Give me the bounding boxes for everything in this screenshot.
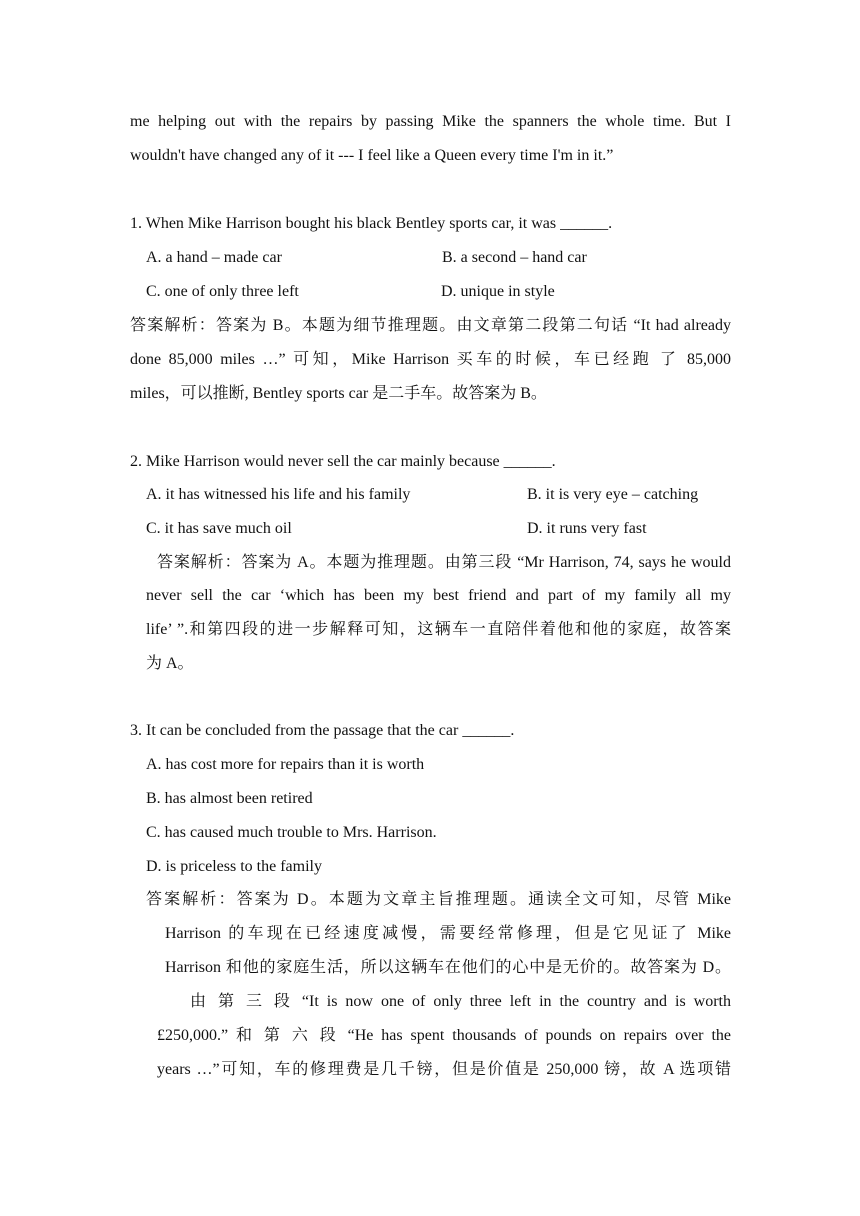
- passage-line: me helping out with the repairs by passing Mike the spanners the whole time. But I: [130, 113, 731, 130]
- passage-line: wouldn't have changed any of it --- I feel like a Queen every time I'm in it.”: [130, 147, 614, 164]
- option-d: D. unique in style: [441, 283, 555, 300]
- analysis-line: 答案解析：答案为 D。本题为文章主旨推理题。通读全文可知，尽管 Mike: [146, 891, 731, 908]
- answer-blank: ______: [462, 722, 511, 739]
- analysis-line: 答案解析：答案为 B。本题为细节推理题。由文章第二段第二句话 “It had already: [130, 317, 731, 334]
- answer-blank: ______: [560, 215, 609, 232]
- option-d: D. it runs very fast: [527, 520, 647, 537]
- option-c: C. one of only three left: [146, 283, 299, 300]
- question-text: 2. Mike Harrison would never sell the car mainly because: [130, 453, 504, 470]
- question-end: .: [608, 215, 613, 232]
- analysis-line: life’ ”.和第四段的进一步解释可知，这辆车一直陪伴着他和他的家庭，故答案: [146, 621, 731, 638]
- analysis-line: £250,000.” 和 第 六 段 “He has spent thousands of pounds on repairs over the: [157, 1027, 731, 1044]
- option-a: A. has cost more for repairs than it is worth: [146, 756, 425, 773]
- option-c: C. it has save much oil: [146, 520, 292, 537]
- analysis-line: Harrison 的车现在已经速度减慢，需要经常修理，但是它见证了 Mike: [165, 925, 731, 942]
- analysis-line: years …”可知，车的修理费是几千镑，但是价值是 250,000 镑，故 A 选项错: [157, 1061, 731, 1078]
- analysis-line: 答案解析：答案为 A。本题为推理题。由第三段 “Mr Harrison, 74, says he would: [157, 554, 731, 571]
- analysis-line: miles，可以推断, Bentley sports car 是二手车。故答案为 B。: [130, 385, 547, 402]
- question-1-stem: [130, 214, 612, 234]
- option-a: A. it has witnessed his life and his family: [146, 486, 411, 503]
- analysis-line: done 85,000 miles …” 可知，Mike Harrison 买车的时候，车已经跑 了 85,000: [130, 351, 731, 368]
- question-3-stem: [130, 721, 514, 741]
- question-text: 1. When Mike Harrison bought his black Bentley sports car, it was: [130, 215, 561, 232]
- option-b: B. it is very eye – catching: [527, 486, 699, 503]
- option-b: B. has almost been retired: [146, 790, 313, 807]
- question-end: .: [551, 453, 556, 470]
- option-b: B. a second – hand car: [442, 249, 587, 266]
- option-d: D. is priceless to the family: [146, 858, 322, 875]
- analysis-line: never sell the car ‘which has been my best friend and part of my family all my: [146, 587, 731, 604]
- question-2-stem: [130, 452, 556, 472]
- analysis-line: 为 A。: [146, 655, 194, 672]
- analysis-line: 由 第 三 段 “It is now one of only three left in the country and is worth: [190, 993, 731, 1010]
- option-a: A. a hand – made car: [146, 249, 282, 266]
- analysis-line: Harrison 和他的家庭生活，所以这辆车在他们的心中是无价的。故答案为 D。: [165, 959, 731, 976]
- question-end: .: [510, 722, 515, 739]
- answer-blank: ______: [503, 453, 552, 470]
- question-text: 3. It can be concluded from the passage that the car: [130, 722, 463, 739]
- option-c: C. has caused much trouble to Mrs. Harrison.: [146, 824, 437, 841]
